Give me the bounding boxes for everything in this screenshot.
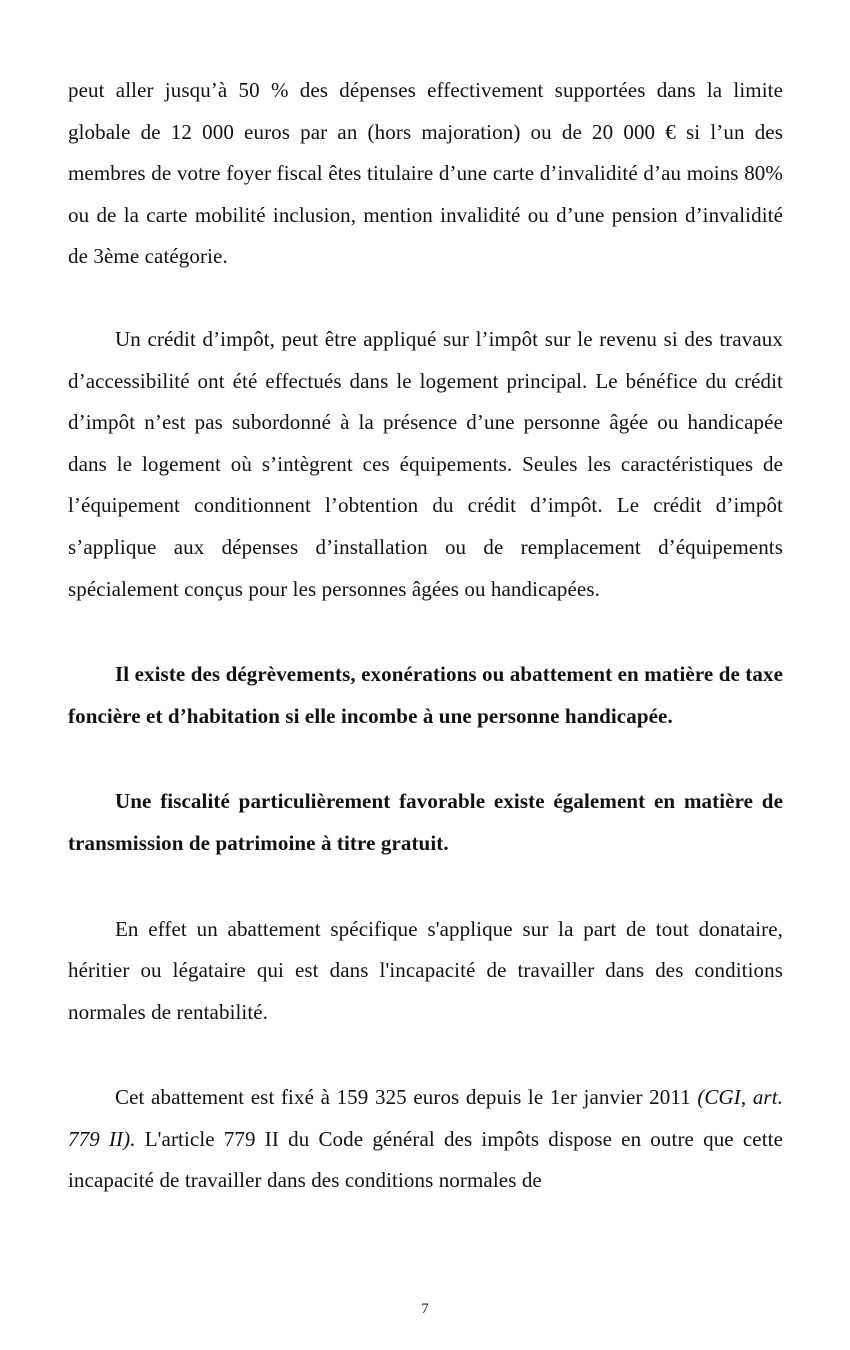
paragraph-local-tax-relief: Il existe des dégrèvements, exonérations ou abattement en matière de taxe foncière et d’habitation si elle incombe à une personne handicapée. — [68, 662, 783, 728]
paragraph-allowance-amount — [68, 1077, 783, 1202]
paragraph-tax-reduction-limit: peut aller jusqu’à 50 % des dépenses effectivement supportées dans la limite globale de 12 000 euros par an (hors majoration) ou de 20 000 € si l’un des membres de votre foyer fiscal êtes titulaire d’une carte d’invalidité d’au moins 80% ou de la carte mobilité inclusion, mention invalidité ou d’une pension d’invalidité de 3ème catégorie. — [68, 78, 783, 269]
cgi-article-reference: (CGI, art. 779 II). — [68, 1085, 783, 1151]
document-page — [68, 70, 783, 1202]
page-number: 7 — [421, 1301, 429, 1317]
article-779-text: L'article 779 II du Code général des impôts dispose en outre que cette incapacité de travailler dans des conditions normales de — [68, 1126, 783, 1193]
paragraph-inheritance-taxation: Une fiscalité particulièrement favorable existe également en matière de transmission de patrimoine à titre gratuit. — [68, 789, 783, 855]
paragraph-accessibility-tax-credit: Un crédit d’impôt, peut être appliqué sur l’impôt sur le revenu si des travaux d’accessibilité ont été effectués dans le logement principal. Le bénéfice du crédit d’impôt n’est pas subordonné à la présence d’une personne âgée ou handicapée dans le logement où s’intègrent ces équipements. Seules les caractéristiques de l’équipement conditionnent l’obtention du crédit d’impôt. Le crédit d’impôt s’applique aux dépenses d’installation ou de remplacement d’équipements spécialement conçus pour les personnes âgées ou handicapées. — [68, 326, 783, 601]
paragraph-specific-allowance: En effet un abattement spécifique s'applique sur la part de tout donataire, héritier ou légataire qui est dans l'incapacité de travailler dans des conditions normales de rentabilité. — [68, 916, 783, 1024]
allowance-amount-text: Cet abattement est fixé à 159 325 euros depuis le 1er janvier 2011 — [115, 1085, 698, 1110]
